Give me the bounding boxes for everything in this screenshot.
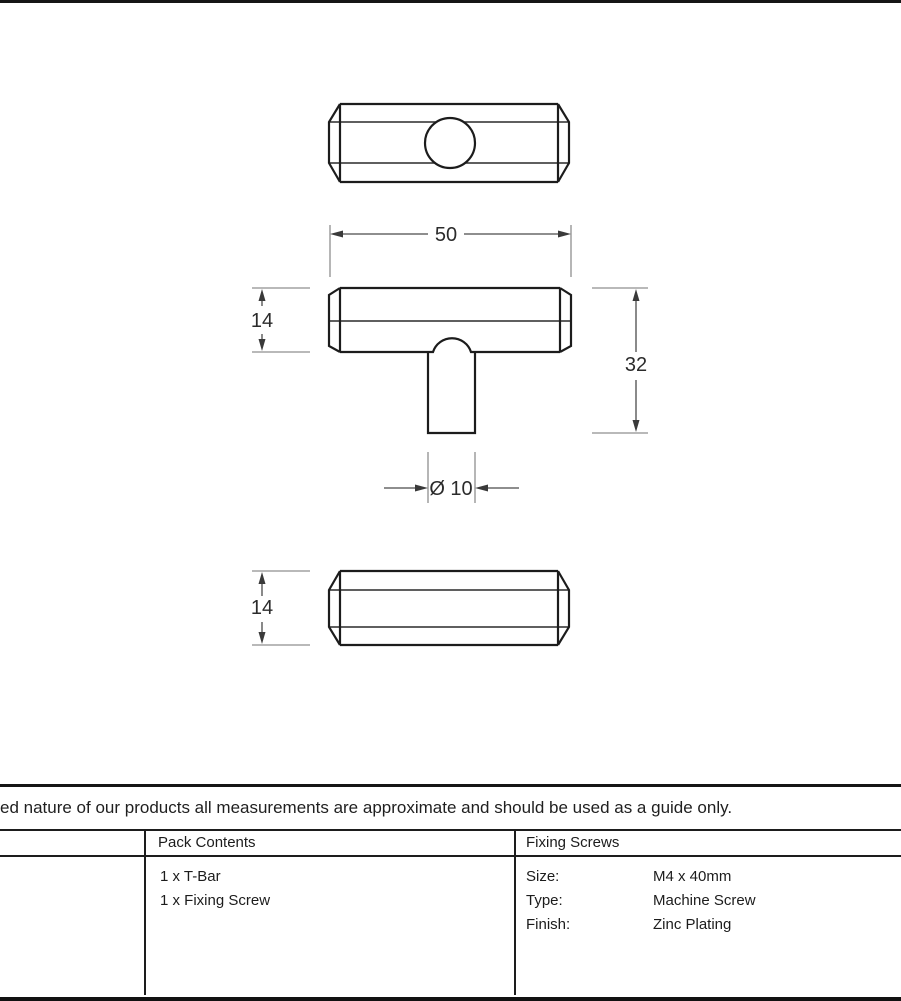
spec-value: Zinc Plating [653,916,732,933]
spec-row-finish [526,913,901,937]
dim-side-height [251,571,310,645]
fixing-screws-header: Fixing Screws [526,834,620,851]
spec-table-body-row [0,857,901,995]
spec-table-header-row [0,831,901,857]
image-column-header [0,831,146,855]
top-view [329,104,569,182]
spec-value: M4 x 40mm [653,868,732,885]
dim-bar-height [251,288,310,352]
stem [428,352,475,433]
spec-row-type [526,889,901,913]
disclaimer-text: ed nature of our products all measurements are approximate and should be used as a guide only. [0,798,733,817]
dim-label-bar-height: 14 [250,310,274,332]
dim-label-side-height: 14 [250,597,274,619]
spec-value: Machine Screw [653,892,756,909]
spec-row-size [526,865,901,889]
spec-label: Finish: [526,916,571,933]
pack-item: 1 x T-Bar [160,868,221,885]
dim-stem-diameter [384,452,519,503]
disclaimer-strip [0,784,901,829]
side-view [329,571,569,645]
dim-label-length: 50 [434,224,458,246]
front-view [329,288,571,433]
dim-label-overall-height: 32 [624,354,648,376]
dim-overall-height [592,288,648,433]
dim-length [330,224,571,277]
pack-contents-cell [146,857,516,995]
fixing-screws-cell [516,857,901,995]
image-cell [0,857,146,995]
page-border-top [0,0,901,3]
spec-table [0,829,901,1001]
spec-label: Type: [526,892,563,909]
dim-label-stem-diameter: Ø 10 [429,478,473,500]
pack-contents-header: Pack Contents [146,831,516,855]
screw-hole [425,118,475,168]
spec-label: Size: [526,868,560,885]
pack-item: 1 x Fixing Screw [160,892,271,909]
